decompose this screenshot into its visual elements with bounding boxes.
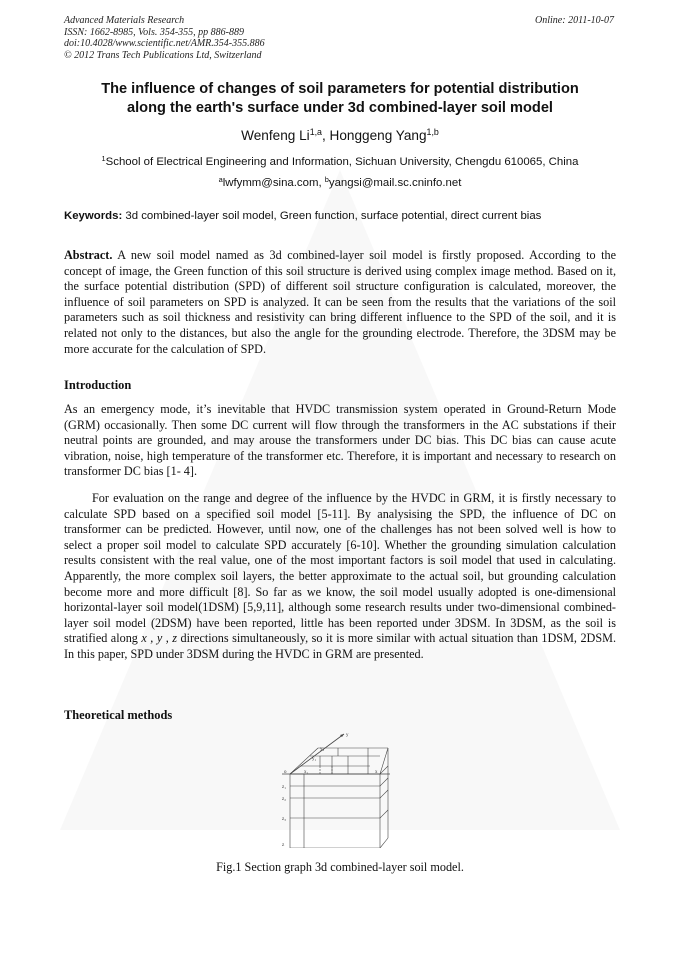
author-1-affil: 1,a (309, 127, 322, 138)
axis-label-y2: y₂ (320, 747, 325, 752)
intro-paragraph-2 (64, 491, 616, 663)
title-line-2: along the earth's surface under 3d combined-layer soil model (127, 100, 553, 116)
axis-label-o: o (284, 770, 287, 775)
affiliation-text: School of Electrical Engineering and Information, Sichuan University, Chengdu 610065, China (105, 156, 579, 168)
journal-copyright: © 2012 Trans Tech Publications Ltd, Switzerland (64, 49, 262, 61)
soil-model-figure (280, 730, 400, 848)
abstract-label: Abstract. (64, 248, 113, 262)
intro-paragraph-1: As an emergency mode, it’s inevitable that HVDC transmission system operated in Ground-Return Mode (GRM) occasionally. Then some DC current will flow through the transformers in the AC substations if their neutral points are grounded, and may arouse the transformers under DC bias. This DC bias can cause acute vibration, noise, high temperature of the transformer etc. Therefore, it is important and necessary to research on transformer DC bias [1- 4]. (64, 402, 616, 479)
figure-caption: Fig.1 Section graph 3d combined-layer soil model. (216, 860, 464, 874)
axis-label-z3: z₃ (282, 817, 286, 822)
email-b[interactable]: yangsi@mail.sc.cninfo.net (328, 177, 462, 189)
keywords-text: 3d combined-layer soil model, Green function, surface potential, direct current bias (122, 210, 542, 222)
section-heading-introduction: Introduction (64, 378, 132, 392)
affiliation-marker: 1 (101, 153, 106, 163)
journal-doi: doi:10.4028/www.scientific.net/AMR.354-355.886 (64, 38, 265, 49)
author-list (64, 128, 616, 143)
email-b-marker: b (324, 174, 329, 184)
author-2-affil: 1,b (426, 127, 439, 138)
affiliation (64, 153, 616, 168)
axis-label-x: x (375, 770, 378, 775)
section-heading-theoretical-methods: Theoretical methods (64, 708, 173, 722)
email-a[interactable]: lwfymm@sina.com, (222, 177, 325, 189)
intro-paragraph-2-end: directions simultaneously, so it is more similar with actual situation than 1DSM, 2DSM. In this paper, SPD under 3DSM during the HVDC in GRM are presented. (64, 631, 617, 661)
author-separator: , (321, 128, 330, 143)
author-1: Wenfeng Li (241, 128, 310, 143)
abstract-text: A new soil model named as 3d combined-layer soil model is firstly proposed. According to the concept of image, the Green function of this soil structure is derived using complex image method. Based on it, the surface potential distribution (SPD) of different soil structure configuration is calculated, moreover, the influence of soil parameters on SPD is analyzed. It can be seen from the results that the variations of the soil parameters such as soil thickness and resistivity can bring different influence to the SPD of the soil, and it is related not only to the distances, but also the angle for the grounding electrode. Therefore, the 3DSM may be more accurate for the calculation of SPD. (64, 248, 616, 356)
keywords-label: Keywords: (64, 210, 123, 222)
xyz-variables: x , y , z (141, 631, 178, 646)
abstract (64, 248, 616, 357)
online-date: Online: 2011-10-07 (535, 15, 614, 26)
paper-title (64, 80, 616, 118)
axis-label-x1: x₁ (304, 770, 309, 775)
email-a-marker: a (218, 174, 223, 184)
axis-label-y: y (346, 733, 349, 738)
keywords (64, 210, 616, 222)
title-line-1: The influence of changes of soil parameters for potential distribution (101, 81, 579, 97)
intro-paragraph-2-text: For evaluation on the range and degree of the influence by the HVDC in GRM, it is firstly necessary to calculate SPD based on a specified soil model [5-11]. By analysising the SPD, the influence of DC on transformer can be predicted. However, until now, one of the challenges has not been solved well is how to select a proper soil model to calculate SPD accurately [6-10]. Whether the grounding simulation calculation results consistent with the real value, one of the most important factors is soil model that used in calculating. Apparently, the more complex soil layers, the better approximate to the actual soil, but grounding calculation become more and more difficult [8]. So far as we know, the soil model usually adopted is one-dimensional horizontal-layer soil model(1DSM) [5,9,11], although some research results under two-dimensional combined-layer soil model (2DSM) have been reported, little has been reported under 3DSM. In 3DSM, as the soil is stratified along (64, 491, 616, 646)
axis-label-z: z (282, 843, 285, 848)
author-emails (64, 174, 616, 189)
axis-label-z2: z₂ (282, 797, 286, 802)
author-2: Honggeng Yang (329, 128, 427, 143)
axis-label-z1: z₁ (282, 785, 286, 790)
journal-name: Advanced Materials Research (64, 15, 185, 26)
axis-label-y1: y₁ (312, 757, 317, 762)
journal-header (64, 15, 265, 61)
journal-issn: ISSN: 1662-8985, Vols. 354-355, pp 886-889 (64, 26, 244, 38)
